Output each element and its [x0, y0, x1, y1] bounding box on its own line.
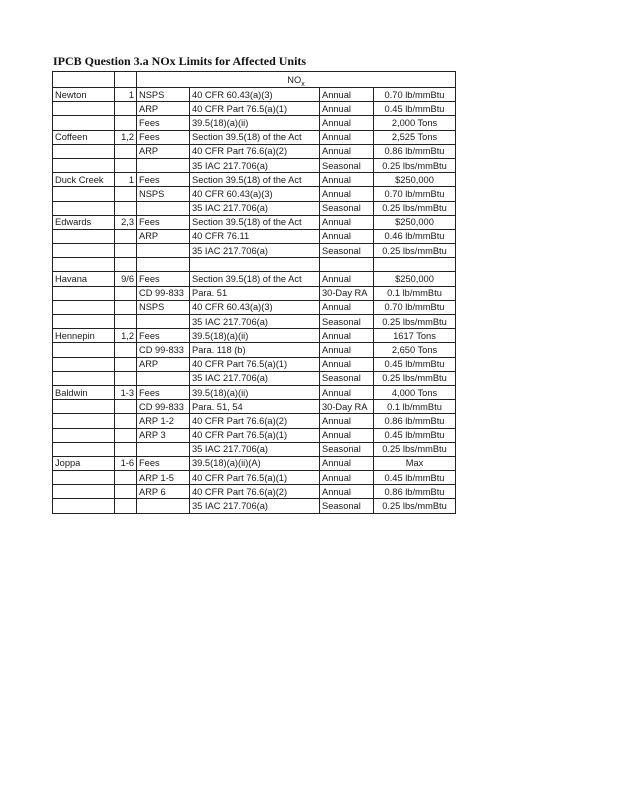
units-cell — [115, 357, 137, 371]
period-cell: Annual — [320, 329, 374, 343]
table-row — [53, 144, 456, 158]
program-cell — [137, 371, 190, 385]
units-cell — [115, 158, 137, 172]
table-row — [53, 315, 456, 329]
plant-cell: Edwards — [53, 215, 115, 229]
table-row — [53, 272, 456, 286]
plant-cell — [53, 144, 115, 158]
period-cell: Annual — [320, 385, 374, 399]
units-cell — [115, 286, 137, 300]
program-cell: Fees — [137, 329, 190, 343]
period-cell: Annual — [320, 357, 374, 371]
plant-cell — [53, 116, 115, 130]
period-cell: Seasonal — [320, 244, 374, 258]
limit-cell: 0.25 lbs/mmBtu — [374, 371, 456, 385]
program-cell — [137, 442, 190, 456]
plant-cell: Coffeen — [53, 130, 115, 144]
table-row — [53, 244, 456, 258]
program-cell: CD 99-833 — [137, 286, 190, 300]
program-cell — [137, 258, 190, 272]
limit-cell: 2,650 Tons — [374, 343, 456, 357]
table-row — [53, 286, 456, 300]
units-cell — [115, 428, 137, 442]
table-row — [53, 116, 456, 130]
program-cell: Fees — [137, 385, 190, 399]
limit-cell: 0.45 lb/mmBtu — [374, 428, 456, 442]
citation-cell: 39.5(18)(a)(ii) — [190, 116, 320, 130]
units-cell: 1-6 — [115, 456, 137, 470]
limit-cell: 0.45 lb/mmBtu — [374, 471, 456, 485]
table-row — [53, 442, 456, 456]
units-cell — [115, 400, 137, 414]
citation-cell: Para. 51, 54 — [190, 400, 320, 414]
program-cell — [137, 158, 190, 172]
program-cell: ARP 3 — [137, 428, 190, 442]
citation-cell: 35 IAC 217.706(a) — [190, 442, 320, 456]
limit-cell: $250,000 — [374, 173, 456, 187]
program-cell: CD 99-833 — [137, 343, 190, 357]
nox-limits-table — [52, 71, 456, 514]
citation-cell: 40 CFR Part 76.5(a)(1) — [190, 428, 320, 442]
table-row — [53, 88, 456, 102]
period-cell: Annual — [320, 215, 374, 229]
limit-cell: 0.25 lbs/mmBtu — [374, 158, 456, 172]
units-cell — [115, 499, 137, 513]
period-cell: Annual — [320, 187, 374, 201]
period-cell: Annual — [320, 88, 374, 102]
limit-cell: 0.86 lb/mmBtu — [374, 485, 456, 499]
program-cell: ARP — [137, 357, 190, 371]
program-cell: Fees — [137, 272, 190, 286]
limit-cell: 0.86 lb/mmBtu — [374, 414, 456, 428]
plant-cell — [53, 343, 115, 357]
program-cell — [137, 315, 190, 329]
plant-cell: Hennepin — [53, 329, 115, 343]
program-cell: NSPS — [137, 187, 190, 201]
plant-cell: Joppa — [53, 456, 115, 470]
period-cell — [320, 258, 374, 272]
period-cell: Seasonal — [320, 371, 374, 385]
units-cell — [115, 229, 137, 243]
units-cell — [115, 116, 137, 130]
limit-cell: 0.25 lbs/mmBtu — [374, 315, 456, 329]
period-cell: Seasonal — [320, 315, 374, 329]
period-cell: Seasonal — [320, 158, 374, 172]
program-cell: ARP — [137, 144, 190, 158]
plant-cell — [53, 499, 115, 513]
program-cell: NSPS — [137, 88, 190, 102]
units-cell: 1-3 — [115, 385, 137, 399]
plant-cell — [53, 428, 115, 442]
units-cell: 2,3 — [115, 215, 137, 229]
citation-cell: 35 IAC 217.706(a) — [190, 315, 320, 329]
plant-cell — [53, 158, 115, 172]
citation-cell: 39.5(18)(a)(ii) — [190, 385, 320, 399]
units-cell — [115, 315, 137, 329]
limit-cell: 4,000 Tons — [374, 385, 456, 399]
page-title: IPCB Question 3.a NOx Limits for Affected Units — [53, 54, 307, 68]
period-cell: Seasonal — [320, 442, 374, 456]
citation-cell: Section 39.5(18) of the Act — [190, 272, 320, 286]
program-cell — [137, 244, 190, 258]
program-cell: Fees — [137, 456, 190, 470]
table-row — [53, 385, 456, 399]
program-cell: ARP 6 — [137, 485, 190, 499]
table-row — [53, 357, 456, 371]
units-cell — [115, 485, 137, 499]
units-cell — [115, 371, 137, 385]
units-cell — [115, 201, 137, 215]
citation-cell: 35 IAC 217.706(a) — [190, 371, 320, 385]
citation-cell: Section 39.5(18) of the Act — [190, 130, 320, 144]
period-cell: Annual — [320, 456, 374, 470]
units-cell: 1,2 — [115, 130, 137, 144]
table-row — [53, 414, 456, 428]
citation-cell: 40 CFR Part 76.5(a)(1) — [190, 471, 320, 485]
program-cell — [137, 499, 190, 513]
plant-cell — [53, 471, 115, 485]
header-blank-cell — [53, 72, 115, 88]
table-row — [53, 215, 456, 229]
table-row — [53, 300, 456, 314]
period-cell: Annual — [320, 471, 374, 485]
program-cell — [137, 201, 190, 215]
header-blank-cell — [115, 72, 137, 88]
units-cell — [115, 244, 137, 258]
table-row — [53, 158, 456, 172]
plant-cell — [53, 244, 115, 258]
table-row — [53, 258, 456, 272]
nox-column-header — [137, 72, 456, 88]
plant-cell — [53, 286, 115, 300]
period-cell: Annual — [320, 343, 374, 357]
table-row — [53, 428, 456, 442]
plant-cell — [53, 414, 115, 428]
citation-cell: 40 CFR Part 76.6(a)(2) — [190, 485, 320, 499]
limit-cell: $250,000 — [374, 215, 456, 229]
units-cell — [115, 343, 137, 357]
plant-cell — [53, 187, 115, 201]
program-cell: ARP 1-5 — [137, 471, 190, 485]
units-cell: 9/6 — [115, 272, 137, 286]
nox-header-subscript: x — [301, 80, 305, 88]
limit-cell: 0.45 lb/mmBtu — [374, 102, 456, 116]
period-cell: 30-Day RA — [320, 400, 374, 414]
limit-cell: 0.25 lbs/mmBtu — [374, 201, 456, 215]
period-cell: Annual — [320, 102, 374, 116]
units-cell — [115, 414, 137, 428]
program-cell: Fees — [137, 130, 190, 144]
units-cell: 1 — [115, 173, 137, 187]
program-cell: Fees — [137, 173, 190, 187]
period-cell: Seasonal — [320, 499, 374, 513]
table-header-row — [53, 72, 456, 88]
limit-cell: 1617 Tons — [374, 329, 456, 343]
units-cell — [115, 187, 137, 201]
program-cell: CD 99-833 — [137, 400, 190, 414]
citation-cell: 40 CFR 60.43(a)(3) — [190, 88, 320, 102]
plant-cell — [53, 229, 115, 243]
period-cell: Annual — [320, 229, 374, 243]
table-row — [53, 485, 456, 499]
units-cell: 1 — [115, 88, 137, 102]
table-row — [53, 456, 456, 470]
program-cell: ARP — [137, 102, 190, 116]
citation-cell: 40 CFR 60.43(a)(3) — [190, 187, 320, 201]
citation-cell: 39.5(18)(a)(ii)(A) — [190, 456, 320, 470]
period-cell: Annual — [320, 130, 374, 144]
limit-cell: 0.1 lb/mmBtu — [374, 286, 456, 300]
program-cell: NSPS — [137, 300, 190, 314]
units-cell — [115, 300, 137, 314]
table-row — [53, 229, 456, 243]
citation-cell: 40 CFR Part 76.6(a)(2) — [190, 414, 320, 428]
period-cell: Annual — [320, 414, 374, 428]
citation-cell: 35 IAC 217.706(a) — [190, 244, 320, 258]
citation-cell: 40 CFR Part 76.6(a)(2) — [190, 144, 320, 158]
limit-cell — [374, 258, 456, 272]
plant-cell — [53, 400, 115, 414]
period-cell: Annual — [320, 272, 374, 286]
program-cell: Fees — [137, 116, 190, 130]
units-cell — [115, 102, 137, 116]
plant-cell — [53, 485, 115, 499]
citation-cell: 40 CFR Part 76.5(a)(1) — [190, 102, 320, 116]
plant-cell: Baldwin — [53, 385, 115, 399]
limit-cell: 0.25 lbs/mmBtu — [374, 499, 456, 513]
citation-cell: Section 39.5(18) of the Act — [190, 173, 320, 187]
limit-cell: 2,525 Tons — [374, 130, 456, 144]
table-row — [53, 102, 456, 116]
plant-cell — [53, 371, 115, 385]
plant-cell: Havana — [53, 272, 115, 286]
limit-cell: Max — [374, 456, 456, 470]
table-row — [53, 201, 456, 215]
plant-cell — [53, 442, 115, 456]
table-row — [53, 499, 456, 513]
table-row — [53, 343, 456, 357]
plant-cell: Newton — [53, 88, 115, 102]
program-cell: ARP — [137, 229, 190, 243]
limit-cell: 0.25 lbs/mmBtu — [374, 244, 456, 258]
limit-cell: 0.70 lb/mmBtu — [374, 187, 456, 201]
limit-cell: $250,000 — [374, 272, 456, 286]
citation-cell: Para. 118 (b) — [190, 343, 320, 357]
limit-cell: 0.70 lb/mmBtu — [374, 88, 456, 102]
plant-cell — [53, 315, 115, 329]
table-row — [53, 187, 456, 201]
limit-cell: 0.1 lb/mmBtu — [374, 400, 456, 414]
plant-cell — [53, 258, 115, 272]
units-cell — [115, 471, 137, 485]
period-cell: Annual — [320, 300, 374, 314]
limit-cell: 0.45 lb/mmBtu — [374, 357, 456, 371]
table-row — [53, 173, 456, 187]
table-row — [53, 130, 456, 144]
units-cell — [115, 442, 137, 456]
citation-cell: Section 39.5(18) of the Act — [190, 215, 320, 229]
table-row — [53, 400, 456, 414]
citation-cell: Para. 51 — [190, 286, 320, 300]
plant-cell — [53, 102, 115, 116]
citation-cell: 40 CFR 60.43(a)(3) — [190, 300, 320, 314]
period-cell: Annual — [320, 485, 374, 499]
program-cell: ARP 1-2 — [137, 414, 190, 428]
citation-cell: 40 CFR 76.11 — [190, 229, 320, 243]
units-cell — [115, 144, 137, 158]
plant-cell: Duck Creek — [53, 173, 115, 187]
plant-cell — [53, 201, 115, 215]
plant-cell — [53, 357, 115, 371]
limit-cell: 0.46 lb/mmBtu — [374, 229, 456, 243]
citation-cell: 35 IAC 217.706(a) — [190, 499, 320, 513]
limit-cell: 0.70 lb/mmBtu — [374, 300, 456, 314]
citation-cell: 39.5(18)(a)(ii) — [190, 329, 320, 343]
period-cell: Annual — [320, 116, 374, 130]
citation-cell — [190, 258, 320, 272]
limit-cell: 2,000 Tons — [374, 116, 456, 130]
units-cell: 1,2 — [115, 329, 137, 343]
units-cell — [115, 258, 137, 272]
nox-header-label: NO — [287, 74, 302, 85]
table-row — [53, 371, 456, 385]
limit-cell: 0.25 lbs/mmBtu — [374, 442, 456, 456]
period-cell: Annual — [320, 428, 374, 442]
table-row — [53, 471, 456, 485]
period-cell: Seasonal — [320, 201, 374, 215]
period-cell: 30-Day RA — [320, 286, 374, 300]
program-cell: Fees — [137, 215, 190, 229]
period-cell: Annual — [320, 144, 374, 158]
period-cell: Annual — [320, 173, 374, 187]
limit-cell: 0.86 lb/mmBtu — [374, 144, 456, 158]
plant-cell — [53, 300, 115, 314]
citation-cell: 40 CFR Part 76.5(a)(1) — [190, 357, 320, 371]
citation-cell: 35 IAC 217.706(a) — [190, 158, 320, 172]
table-row — [53, 329, 456, 343]
citation-cell: 35 IAC 217.706(a) — [190, 201, 320, 215]
